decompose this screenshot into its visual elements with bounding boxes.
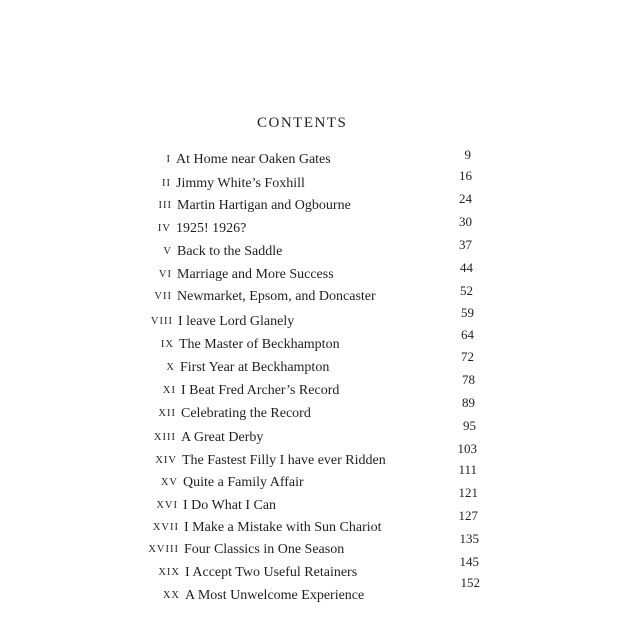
chapter-title: I leave Lord Glanely: [178, 314, 295, 329]
chapter-number: IV: [157, 223, 171, 234]
page-number: 24: [459, 191, 472, 206]
chapter-number: VII: [154, 291, 172, 302]
page-number: 37: [459, 237, 472, 252]
chapter-title: Marriage and More Success: [177, 267, 334, 282]
toc-entry: [1, 243, 421, 261]
chapter-title: Celebrating the Record: [181, 406, 311, 421]
chapter-number: XI: [162, 385, 176, 396]
page-number: 59: [461, 305, 474, 320]
chapter-number: XII: [158, 408, 176, 419]
page-number: 9: [464, 147, 471, 162]
page-number: 89: [462, 395, 475, 410]
page-number: 135: [459, 531, 479, 546]
page-number: 111: [458, 462, 477, 477]
chapter-title: First Year at Beckhampton: [180, 360, 330, 375]
chapter-number: VIII: [150, 316, 173, 327]
chapter-title: Newmarket, Epsom, and Doncaster: [177, 289, 376, 304]
page-number: 103: [457, 441, 477, 456]
toc-entry: [3, 336, 423, 354]
page-number: 64: [461, 327, 474, 342]
page-number: 72: [461, 349, 474, 364]
chapter-number: IX: [160, 339, 174, 350]
chapter-number: VI: [158, 269, 172, 280]
chapter-number: XVII: [152, 522, 179, 533]
chapter-number: V: [163, 246, 172, 257]
chapter-title: I Do What I Can: [183, 498, 277, 513]
chapter-number: XVIII: [148, 544, 179, 555]
toc-entry: [9, 587, 429, 605]
toc-entry: [7, 474, 427, 492]
toc-entry: [1, 197, 421, 215]
chapter-number: I: [166, 154, 171, 165]
toc-entry: [5, 429, 425, 447]
chapter-title: A Most Unwelcome Experience: [185, 588, 365, 603]
toc-entry: [9, 564, 429, 582]
chapter-title: I Accept Two Useful Retainers: [185, 565, 358, 580]
chapter-title: Quite a Family Affair: [183, 475, 304, 490]
toc-entry: [0, 220, 420, 238]
page-title: CONTENTS: [257, 115, 348, 131]
chapter-number: XVI: [156, 500, 178, 511]
page-number: 145: [459, 554, 479, 569]
chapter-number: II: [162, 178, 171, 189]
chapter-title: The Master of Beckhampton: [179, 337, 340, 352]
chapter-number: X: [166, 362, 175, 373]
chapter-title: Martin Hartigan and Ogbourne: [177, 198, 351, 213]
toc-entry: [6, 452, 426, 470]
toc-entry: [1, 288, 421, 306]
toc-entry: [8, 541, 428, 559]
chapter-number: XX: [162, 590, 180, 601]
page-number: 152: [460, 575, 480, 590]
page-number: 30: [459, 214, 472, 229]
chapter-number: III: [158, 200, 172, 211]
chapter-title: The Fastest Filly I have ever Ridden: [182, 453, 386, 468]
toc-entry: [4, 359, 424, 377]
toc-entry: [2, 313, 422, 331]
page-number: 95: [463, 418, 476, 433]
chapter-title: Back to the Saddle: [177, 244, 283, 259]
chapter-number: XIV: [155, 455, 177, 466]
toc-entry: [0, 151, 420, 169]
chapter-title: Jimmy White’s Foxhill: [176, 176, 305, 191]
toc-entry: [5, 382, 425, 400]
page-number: 121: [458, 485, 478, 500]
toc-entry: [1, 266, 421, 284]
chapter-title: Four Classics in One Season: [184, 542, 345, 557]
chapter-number: XIX: [158, 567, 180, 578]
page-number: 127: [458, 508, 478, 523]
page-number: 78: [462, 372, 475, 387]
toc-entry: [8, 519, 428, 537]
chapter-title: 1925! 1926?: [176, 221, 247, 236]
chapter-title: I Make a Mistake with Sun Chariot: [184, 520, 382, 535]
page-number: 16: [459, 168, 472, 183]
chapter-title: At Home near Oaken Gates: [176, 152, 331, 167]
toc-entry: [7, 497, 427, 515]
toc-entry: [5, 405, 425, 423]
chapter-number: XV: [160, 477, 178, 488]
toc-entry: [0, 175, 420, 193]
chapter-number: XIII: [153, 432, 176, 443]
chapter-title: I Beat Fred Archer’s Record: [181, 383, 340, 398]
page-number: 44: [460, 260, 473, 275]
chapter-title: A Great Derby: [181, 430, 264, 445]
page-number: 52: [460, 283, 473, 298]
